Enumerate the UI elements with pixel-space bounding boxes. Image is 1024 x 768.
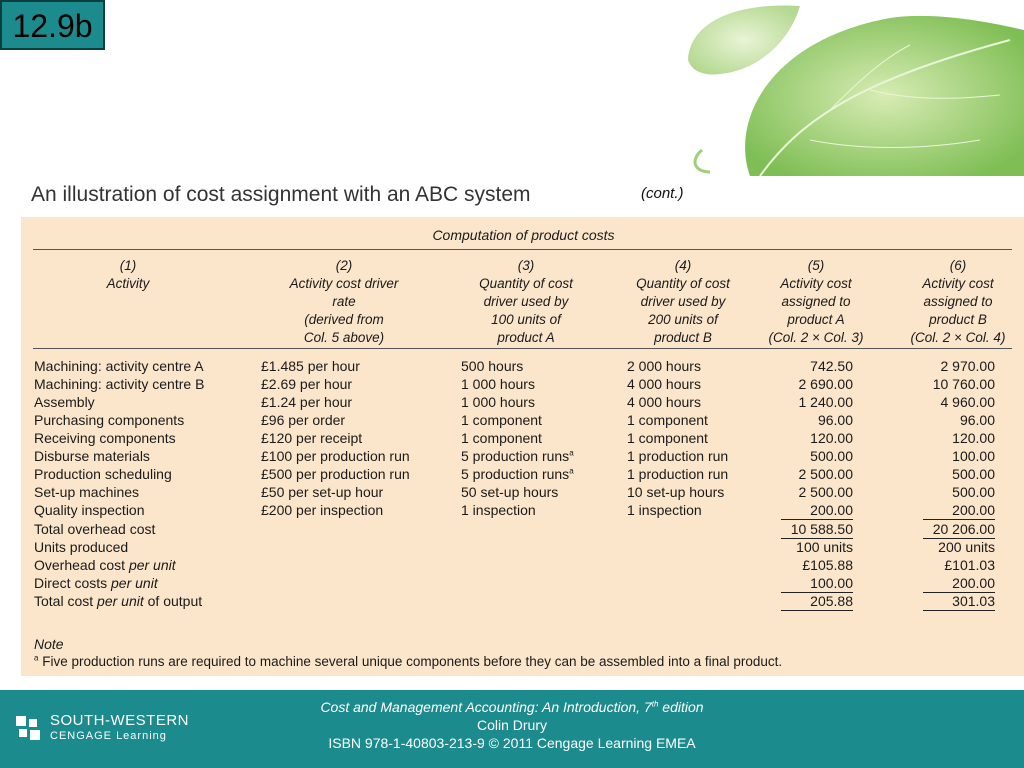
note-title: Note [34, 636, 64, 652]
table-row: Set-up machines £50 per set-up hour 50 set-up hours 10 set-up hours 2 500.00 500.00 [34, 484, 995, 500]
table-rule-header [33, 348, 1012, 349]
leaf-decoration-icon [680, 0, 1024, 176]
table-row: Production scheduling £500 per production run 5 production runs$^a$ 1 production run 2 500.00 500.00 [34, 466, 995, 482]
column-header-cost-a: (5) Activity cost assigned to product A (Col. 2 × Col. 3) [768, 258, 864, 345]
summary-row-total-overhead: Total overhead cost 10 588.50 20 206.00 [34, 521, 995, 537]
cost-table-panel [21, 217, 1024, 676]
continued-label: (cont.) [641, 185, 684, 202]
table-row: Quality inspection £200 per inspection 1 inspection 1 inspection 200.00 200.00 [34, 502, 995, 518]
footer-bar [0, 690, 1024, 768]
column-header-driver-rate: (2) Activity cost driver rate (derived from Col. 5 above) [289, 258, 399, 345]
logo-sub: CENGAGE Learning [50, 730, 167, 742]
publisher-logo [14, 712, 194, 746]
table-row: Assembly £1.24 per hour 1 000 hours 4 000 hours 1 240.00 4 960.00 [34, 394, 995, 410]
footer-citation: Cost and Management Accounting: An Introduction, 7th edition Colin Drury ISBN 978-1-40803-213-9 © 2011 Cengage Learning EMEA [320, 699, 704, 751]
table-title: Computation of product costs [432, 227, 615, 243]
column-header-quantity-b: (4) Quantity of cost driver used by 200 units of product B [636, 258, 730, 345]
column-header-quantity-a: (3) Quantity of cost driver used by 100 units of product A [479, 258, 573, 345]
slide-number-label: 12.9b [0, 0, 105, 50]
note-text: $^a$ Five production runs are required to machine several unique components before they can be assembled into a final product. [34, 653, 783, 669]
table-row: Disburse materials £100 per production run 5 production runs$^a$ 1 production run 500.00 100.00 [34, 448, 995, 464]
logo-name: SOUTH-WESTERN [50, 712, 189, 729]
table-row: Purchasing components £96 per order 1 component 1 component 96.00 96.00 [34, 412, 995, 428]
column-header-activity: (1) Activity [106, 258, 150, 291]
summary-row-overhead-per-unit: Overhead cost per unit £105.88 £101.03 [34, 557, 995, 573]
column-header-cost-b: (6) Activity cost assigned to product B (Col. 2 × Col. 4) [910, 258, 1006, 345]
page-title: An illustration of cost assignment with an ABC system [31, 183, 531, 206]
table-rule-top [33, 249, 1012, 250]
summary-row-direct-per-unit: Direct costs per unit 100.00 200.00 [34, 575, 995, 591]
table-row: Machining: activity centre B £2.69 per hour 1 000 hours 4 000 hours 2 690.00 10 760.00 [34, 376, 995, 392]
table-row: Machining: activity centre A £1.485 per hour 500 hours 2 000 hours 742.50 2 970.00 [34, 358, 995, 374]
table-row: Receiving components £120 per receipt 1 component 1 component 120.00 120.00 [34, 430, 995, 446]
summary-row-units: Units produced 100 units 200 units [34, 539, 995, 555]
publisher-logo-icon [14, 714, 42, 742]
summary-row-total-per-unit: Total cost per unit of output 205.88 301.03 [34, 593, 995, 609]
